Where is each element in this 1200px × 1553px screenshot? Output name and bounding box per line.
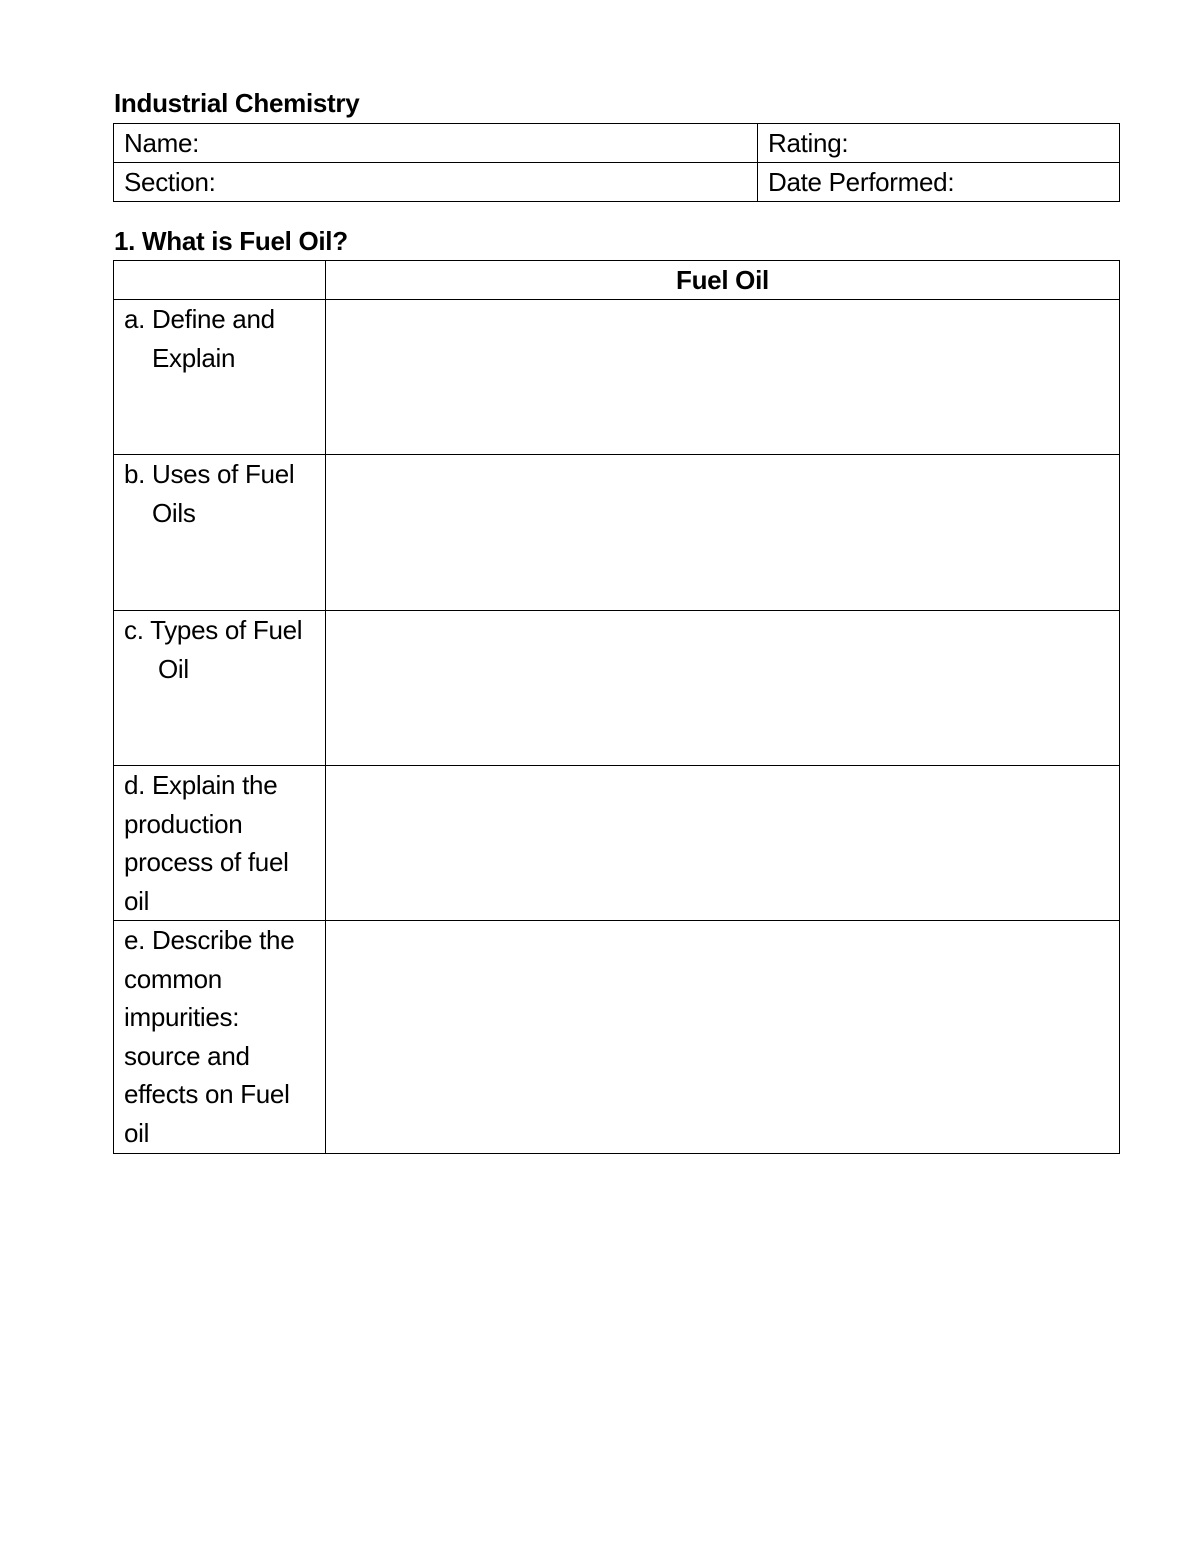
row-label-impurities: e. Describe the common impurities: source and effects on Fuel oil (114, 921, 326, 1154)
table-header-row (114, 261, 1120, 300)
question-heading: 1. What is Fuel Oil? (114, 226, 348, 256)
answer-cell-types[interactable] (326, 611, 1120, 766)
info-row (114, 163, 1120, 202)
header-fuel-oil: Fuel Oil (326, 261, 1120, 300)
section-field[interactable]: Section: (114, 163, 758, 202)
table-row (114, 455, 1120, 611)
table-row (114, 921, 1120, 1154)
info-row (114, 124, 1120, 163)
row-label-types: c. Types of Fuel Oil (114, 611, 326, 766)
page-title: Industrial Chemistry (114, 88, 360, 118)
answer-cell-production[interactable] (326, 766, 1120, 921)
date-performed-field[interactable]: Date Performed: (758, 163, 1120, 202)
row-label-uses: b. Uses of Fuel Oils (114, 455, 326, 611)
table-row (114, 611, 1120, 766)
table-row (114, 766, 1120, 921)
table-row (114, 300, 1120, 455)
rating-field[interactable]: Rating: (758, 124, 1120, 163)
answer-cell-impurities[interactable] (326, 921, 1120, 1154)
answer-cell-uses[interactable] (326, 455, 1120, 611)
fuel-oil-table (113, 260, 1120, 1154)
name-field[interactable]: Name: (114, 124, 758, 163)
row-label-define: a. Define and Explain (114, 300, 326, 455)
student-info-table (113, 123, 1120, 202)
header-empty-cell (114, 261, 326, 300)
row-label-production: d. Explain the production process of fuel oil (114, 766, 326, 921)
answer-cell-define[interactable] (326, 300, 1120, 455)
